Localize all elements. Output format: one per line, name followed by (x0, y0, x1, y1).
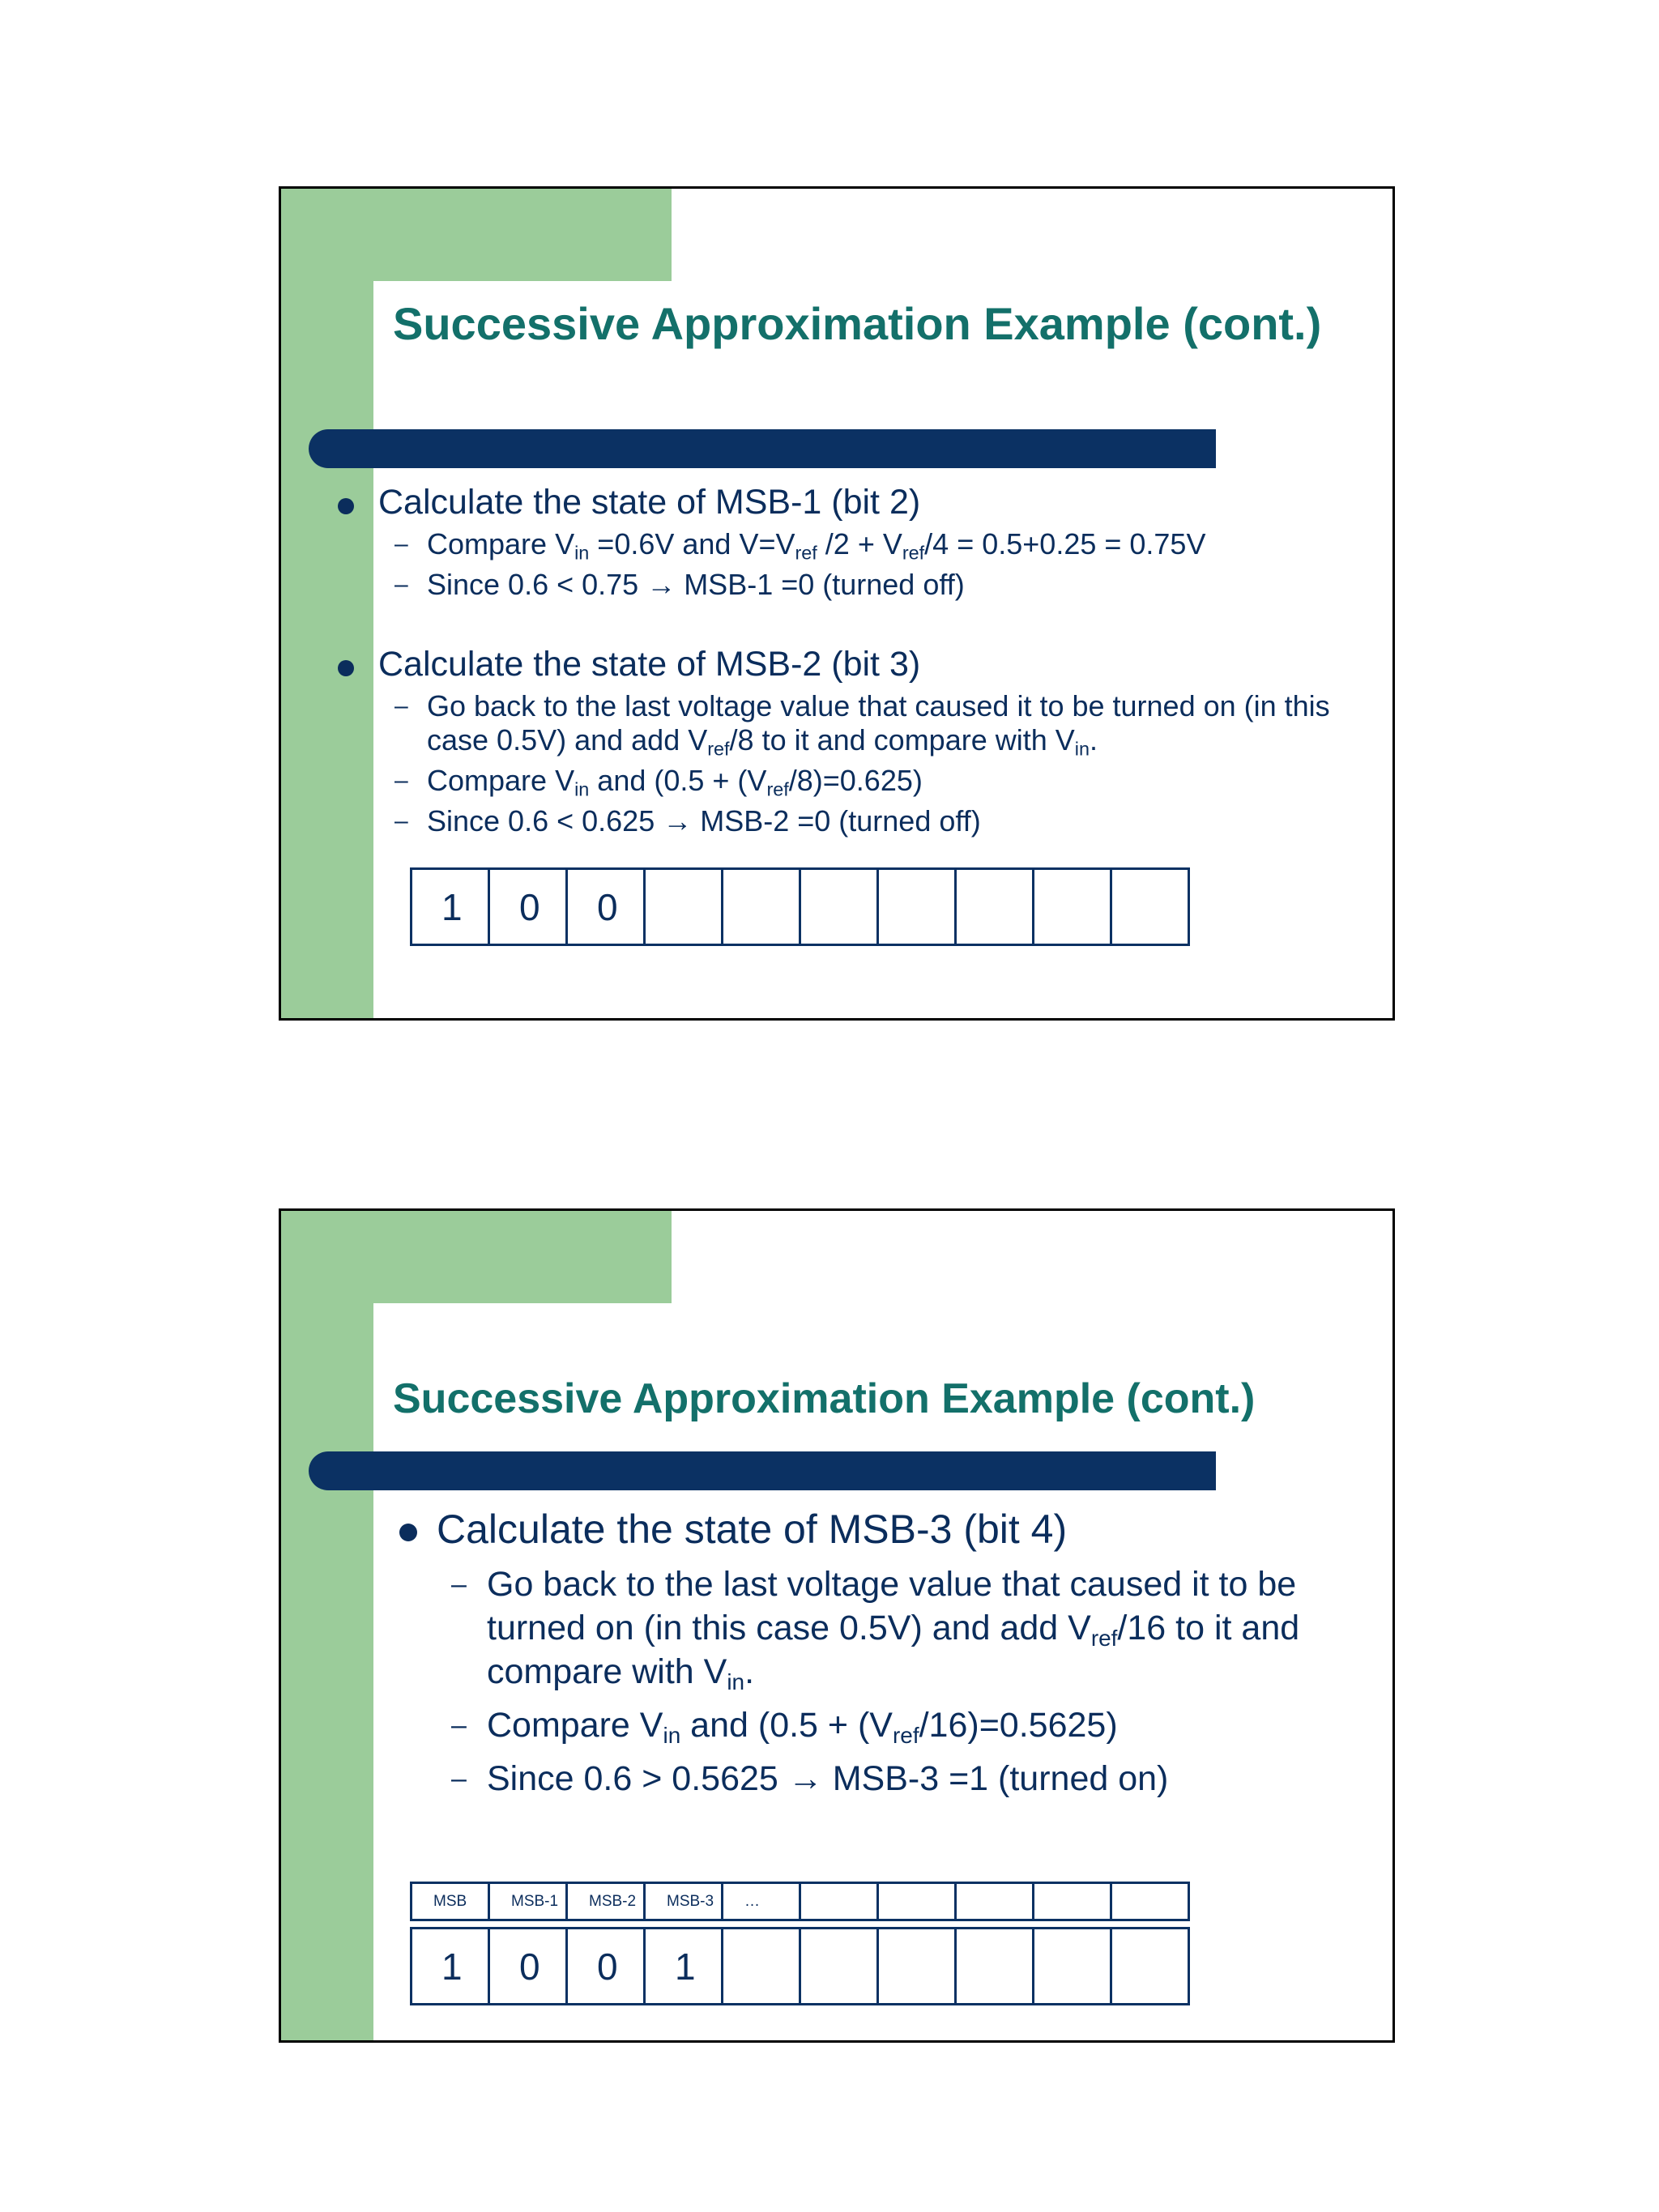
bit-cell: 1 (645, 1929, 723, 2005)
bit-label-cell (878, 1883, 956, 1920)
bit-register-table (410, 1927, 1190, 2005)
dash-icon: – (451, 1710, 467, 1741)
bit-label-row (412, 1883, 1189, 1920)
bullet-text: Calculate the state of MSB-2 (bit 3) (378, 645, 921, 684)
bullet-dot-icon (399, 1524, 417, 1541)
dash-icon: – (394, 571, 408, 598)
bit-cell (723, 869, 800, 945)
bit-cell (956, 1929, 1034, 2005)
bit-label-cell: MSB-3 (645, 1883, 723, 1920)
bit-cell: 0 (489, 869, 567, 945)
bit-cell (1111, 869, 1189, 945)
sub-bullet-item: – Since 0.6 < 0.625 → MSB-2 =0 (turned off) (394, 804, 981, 837)
sub-bullet-item: – Compare $V_{in}$ and $(0.5 + (V_{ref}/16)=0.5625)$ (487, 1703, 1360, 1747)
bullet-list (378, 480, 1375, 879)
title-divider-bar (309, 429, 1216, 468)
sub-bullet-item: – Compare $V_{in}$ and $(0.5 + (V_{ref}/8)=0.625)$ (394, 764, 923, 800)
bit-cell (956, 869, 1034, 945)
sub-bullet-item: – Go back to the last voltage value that caused it to be turned on (in this case 0.5V) and add $V_{ref}/8$ to it and compare with $V_{in}$. (394, 689, 1330, 760)
bullet-text: Calculate the state of MSB-1 (bit 2) (378, 483, 921, 522)
bit-cell (800, 1929, 878, 2005)
bit-cell (1034, 869, 1111, 945)
slide-title: Successive Approximation Example (cont.) (393, 298, 1322, 349)
bit-cell (878, 869, 956, 945)
bit-cell: 1 (412, 869, 489, 945)
dash-icon: – (394, 808, 408, 834)
bit-cell (723, 1929, 800, 2005)
bit-label-cell: … (723, 1883, 800, 1920)
slide-2 (279, 1208, 1395, 2043)
bit-cell: 0 (567, 869, 645, 945)
bit-label-cell (956, 1883, 1034, 1920)
sub-bullet-list (394, 527, 1375, 602)
green-top-tab (281, 189, 672, 281)
bit-cell (1034, 1929, 1111, 2005)
bullet-item (378, 642, 1375, 838)
bit-label-table (410, 1882, 1190, 1921)
bit-label-cell: MSB-1 (489, 1883, 567, 1920)
sub-bullet-item: – Go back to the last voltage value that caused it to be turned on (in this case 0.5V) and add $V_{ref}/16$ to it and compare with $V_{in}$. (487, 1562, 1360, 1694)
sub-bullet-list (451, 1562, 1360, 1801)
slide-title: Successive Approximation Example (cont.) (393, 1375, 1256, 1422)
bullet-item (378, 480, 1375, 602)
sub-bullet-list (394, 689, 1375, 838)
bullet-list (437, 1504, 1360, 1810)
bit-register-table (410, 867, 1190, 946)
title-divider-bar (309, 1451, 1216, 1490)
bit-cell: 0 (567, 1929, 645, 2005)
bit-row (412, 1929, 1189, 2005)
dash-icon: – (451, 1763, 467, 1794)
bit-cell: 0 (489, 1929, 567, 2005)
bit-label-cell (1111, 1883, 1189, 1920)
bit-cell (800, 869, 878, 945)
sub-bullet-item: – Since 0.6 < 0.75 → MSB-1 =0 (turned off) (394, 568, 965, 601)
sub-bullet-item: – Since 0.6 > 0.5625 → MSB-3 =1 (turned on) (487, 1757, 1360, 1801)
dash-icon: – (394, 531, 408, 557)
bit-cell: 1 (412, 1929, 489, 2005)
bit-label-cell: MSB-2 (567, 1883, 645, 1920)
bit-row (412, 869, 1189, 945)
green-side-strip (281, 189, 373, 1018)
sub-bullet-item: – Compare $V_{in} =0.6V$ and $V=V_{ref}$ $/2 + V_{ref}/4 = 0.5+0.25 = 0.75V$ (394, 527, 1206, 564)
bit-label-cell (1034, 1883, 1111, 1920)
bullet-dot-icon (338, 660, 354, 676)
green-side-strip (281, 1211, 373, 2040)
dash-icon: – (451, 1569, 467, 1600)
bit-cell (1111, 1929, 1189, 2005)
slide-1 (279, 186, 1395, 1021)
bit-label-cell: MSB (412, 1883, 489, 1920)
dash-icon: – (394, 693, 408, 719)
bit-cell (645, 869, 723, 945)
bit-cell (878, 1929, 956, 2005)
dash-icon: – (394, 767, 408, 794)
bit-label-cell (800, 1883, 878, 1920)
green-top-tab (281, 1211, 672, 1303)
bullet-dot-icon (338, 498, 354, 514)
bullet-item (437, 1504, 1360, 1801)
bullet-text: Calculate the state of MSB-3 (bit 4) (437, 1507, 1068, 1552)
